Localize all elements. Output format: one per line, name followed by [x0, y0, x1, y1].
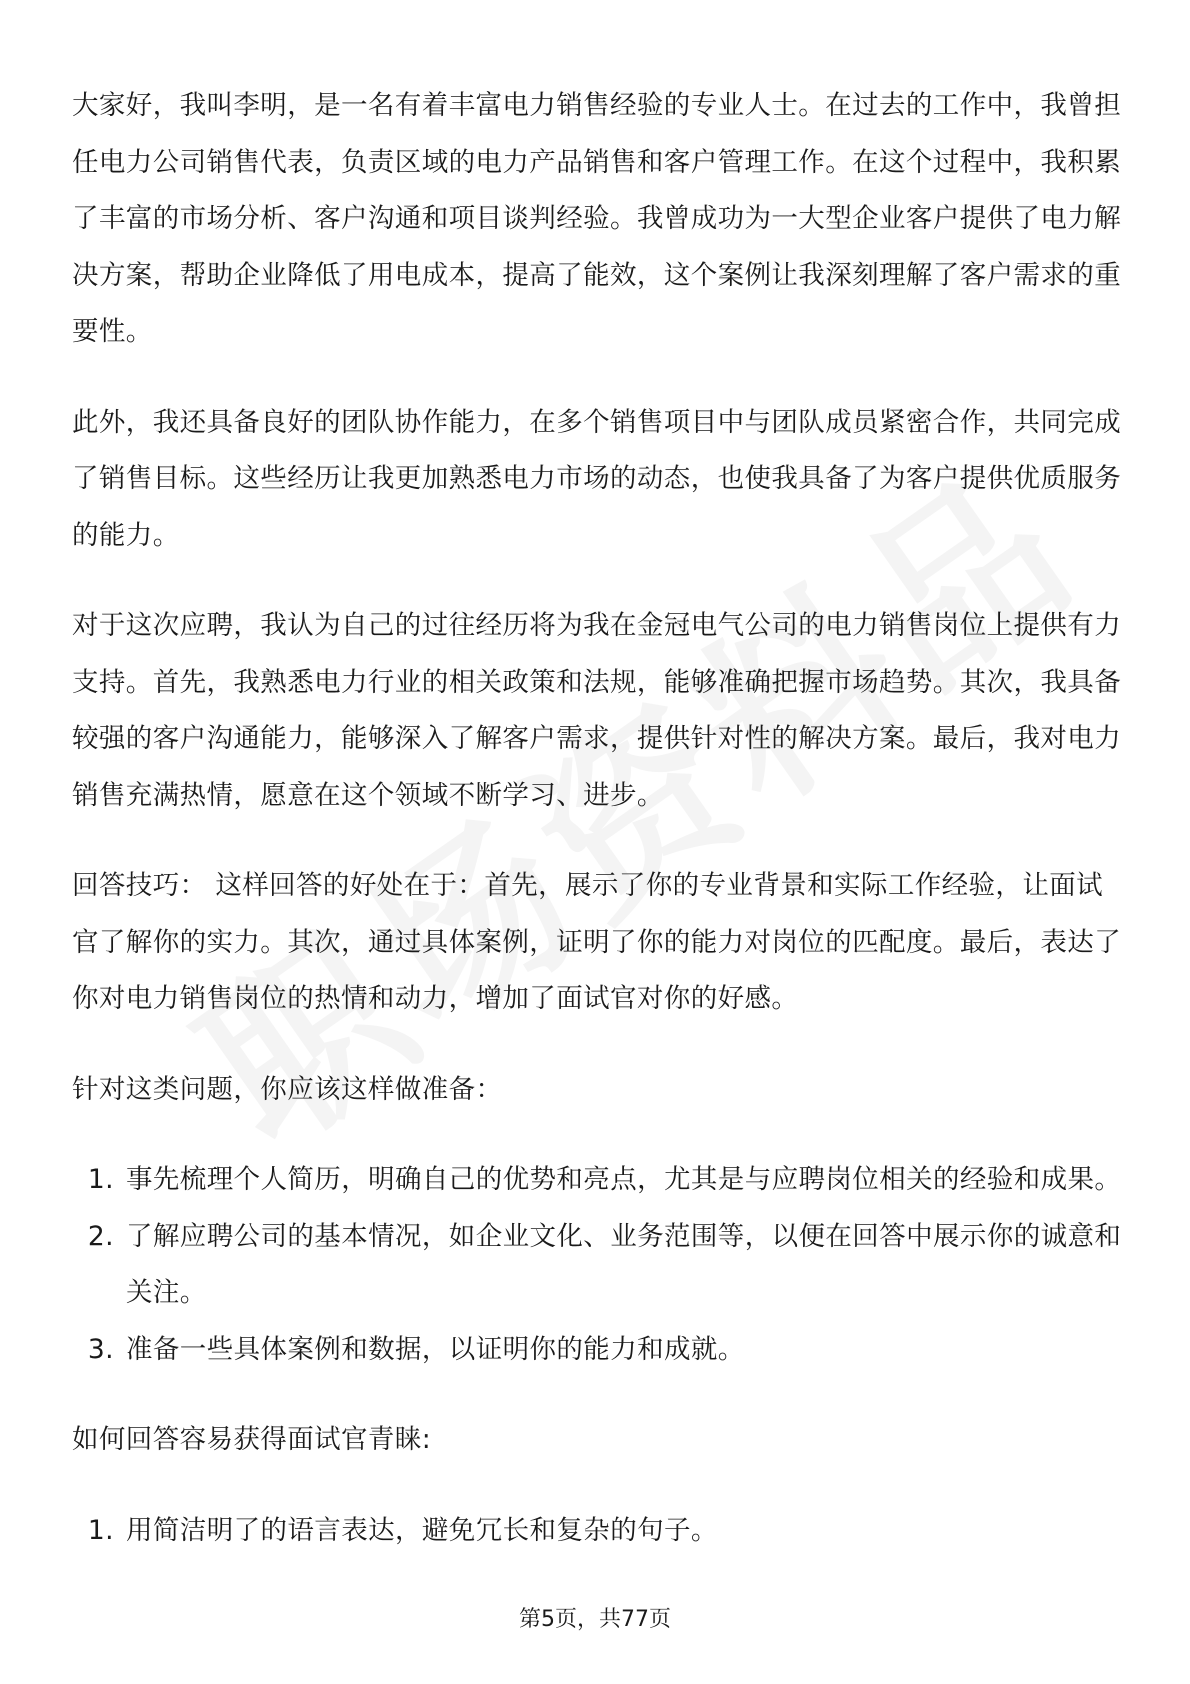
page-footer: 第5页，共77页: [519, 1607, 671, 1632]
list-text: 事先梳理个人简历，明确自己的优势和亮点，尤其是与应聘岗位相关的经验和成果。: [126, 1164, 1122, 1195]
list-text: 用简洁明了的语言表达，避免冗长和复杂的句子。: [126, 1514, 718, 1546]
paragraph-intro: 大家好，我叫李明，是一名有着丰富电力销售经验的专业人士。在过去的工作中，我曾担任电力公司销售代表，负责区域的电力产品销售和客户管理工作。在这个过程中，我积累了丰富的市场分析、客户沟通和项目谈判经验。我曾成功为一大型企业客户提供了电力解决方案，帮助企业降低了用电成本，提高了能效，这个案例让我深刻理解了客户需求的重要性。: [72, 90, 1122, 347]
document-content: [72, 78, 1122, 1593]
paragraph-application: 对于这次应聘，我认为自己的过往经历将为我在金冠电气公司的电力销售岗位上提供有力支持。首先，我熟悉电力行业的相关政策和法规，能够准确把握市场趋势。其次，我具备较强的客户沟通能力，能够深入了解客户需求，提供针对性的解决方案。最后，我对电力销售充满热情，愿意在这个领域不断学习、进步。: [72, 610, 1122, 811]
list-text: 准备一些具体案例和数据，以证明你的能力和成就。: [126, 1333, 745, 1365]
paragraph-teamwork: 此外，我还具备良好的团队协作能力，在多个销售项目中与团队成员紧密合作，共同完成了销售目标。这些经历让我更加熟悉电力市场的动态，也使我具备了为客户提供优质服务的能力。: [72, 406, 1122, 551]
prep-heading: 针对这类问题，你应该这样做准备：: [72, 1073, 503, 1105]
list-number: 1.: [87, 1514, 114, 1546]
paragraph-answer-tips: 回答技巧： 这样回答的好处在于：首先，展示了你的专业背景和实际工作经验，让面试官了解你的实力。其次，通过具体案例，证明了你的能力对岗位的匹配度。最后，表达了你对电力销售岗位的热情和动力，增加了面试官对你的好感。: [72, 870, 1122, 1014]
answer-heading: 如何回答容易获得面试官青睐:: [72, 1424, 432, 1455]
list-item: [72, 1152, 1122, 1209]
list-number: 1.: [87, 1164, 114, 1195]
list-number: 3.: [87, 1333, 114, 1365]
list-number: 2.: [87, 1220, 114, 1252]
list-item: [72, 1322, 1122, 1379]
prep-list: [72, 1152, 1122, 1378]
list-item: [72, 1503, 1122, 1560]
list-text: 了解应聘公司的基本情况，如企业文化、业务范围等，以便在回答中展示你的诚意和关注。: [126, 1220, 1122, 1308]
answer-list: [72, 1503, 1122, 1560]
list-item: [72, 1209, 1122, 1322]
